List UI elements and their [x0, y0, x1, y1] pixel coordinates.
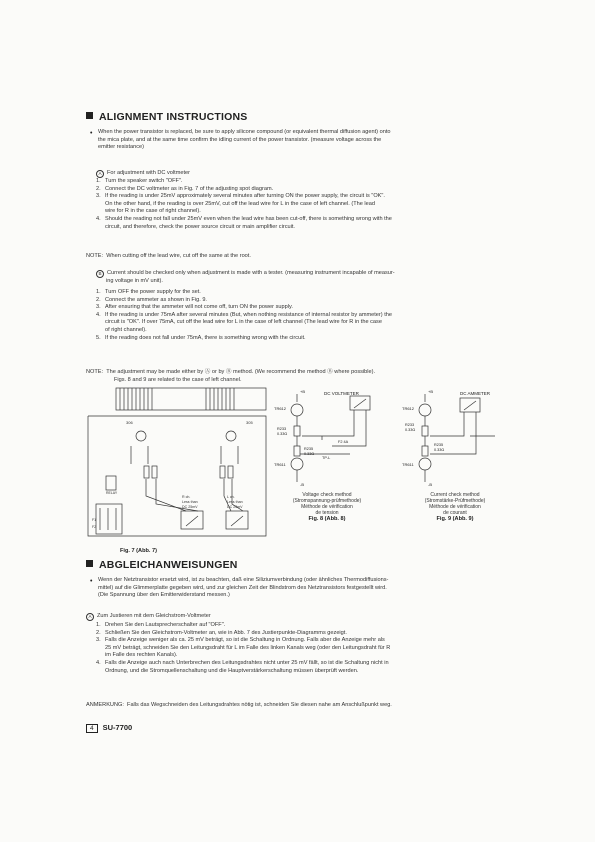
step-text: Falls die Anzeige weniger als ca. 25 mV beträgt, so ist die Schaltung in Ordnung. Falls aber die Anzeige mehr als	[105, 637, 385, 644]
f2-fuse-label: F2 4A	[338, 440, 349, 444]
circled-b-marker: B	[96, 270, 104, 278]
step-line	[96, 660, 516, 668]
step-number: 2.	[96, 296, 101, 303]
r235-value: 0.33Ω	[304, 452, 315, 456]
step-text: circuit, and therefore, check the power source circuit or main amplifier circuit.	[105, 223, 295, 230]
step-line	[96, 178, 516, 186]
step-text: of right channel).	[105, 327, 147, 333]
step-text: Ordnung, und die Stromquellenschaltung und die Hauptverstärkerschaltung müssen überprüft werden.	[105, 667, 359, 674]
step-line	[96, 297, 516, 305]
r305-label: 305	[246, 420, 253, 425]
fig9-caption	[400, 492, 510, 522]
bullet-dot-icon: •	[90, 130, 93, 137]
model-number: SU-7700	[102, 723, 133, 732]
tr612-label: TR612	[402, 406, 415, 411]
section-title-alignment	[86, 111, 247, 123]
r233-value: 0.33Ω	[405, 428, 416, 432]
intro-line: When the power transistor is replaced, be sure to apply silicone compound (or equivalent thermal diffusion agent) onto	[98, 129, 391, 135]
right-meter-label: L ch.	[227, 495, 235, 499]
step-text: Turn the speaker switch "OFF".	[105, 178, 183, 184]
step-line	[96, 637, 516, 645]
fuse-f1-label: F1	[92, 518, 97, 522]
plus-b-label: +B	[300, 389, 306, 394]
step-number: 1.	[96, 178, 101, 184]
note-text: Falls das Wegschneiden des Leitungsdrahtes nötig ist, schneiden Sie diesen nahe am Anschlußpunkt weg.	[127, 702, 392, 708]
method-a-text: For adjustment with DC voltmeter	[107, 170, 190, 176]
r233-label: R233	[405, 423, 415, 427]
dc-voltmeter-label: DC VOLTMETER	[324, 391, 359, 396]
step-text: If the reading does not fall under 75mA, there is something wrong with the circuit.	[105, 334, 306, 341]
fig8-title: Fig. 8 (Abb. 8)	[308, 516, 346, 522]
fig8-voltage-circuit	[272, 388, 382, 488]
step-number: 3.	[96, 304, 101, 311]
step-line	[96, 630, 516, 638]
step-line	[96, 201, 516, 209]
fig9-caption-line: Méthode de vérification	[429, 504, 481, 510]
step-line	[96, 319, 516, 327]
step-line	[96, 312, 516, 320]
note-label: NOTE:	[86, 369, 104, 375]
step-number: 2.	[96, 185, 101, 192]
r233-value: 0.33Ω	[277, 432, 288, 436]
step-line	[96, 224, 516, 232]
anmerkung-note	[86, 702, 392, 710]
left-meter-label: DC 25mV	[182, 505, 198, 509]
alignment-intro	[98, 129, 518, 152]
left-meter-label: R ch.	[182, 495, 191, 499]
plus-b-label: +B	[428, 389, 434, 394]
intro-line: emitter resistance)	[98, 144, 145, 151]
fig9-caption-line: Current check method	[430, 492, 480, 498]
square-bullet-icon	[86, 112, 93, 119]
step-number: 2.	[96, 629, 101, 636]
note-1	[86, 253, 251, 261]
tr611-label: TR611	[274, 462, 286, 467]
step-text: Connect the ammeter as shown in Fig. 9.	[105, 296, 207, 303]
step-line	[96, 289, 516, 297]
test-point-label: TP-L	[322, 456, 331, 460]
step-number: 4.	[96, 660, 101, 666]
step-line	[96, 645, 516, 653]
intro-line: Wenn der Netztransistor ersetzt wird, ist zu beachten, daß eine Siliziumverbindung (oder ähnliches Thermodiffusions-	[98, 577, 389, 583]
step-text: After ensuring that the ammeter will not come off, turn ON the power supply.	[105, 304, 293, 311]
circled-a-marker: A	[96, 170, 104, 178]
step-number: 1.	[96, 622, 101, 628]
section-title-text: ABGLEICHANWEISUNGEN	[99, 559, 238, 571]
step-text: If the reading is under 25mV approximately several minutes after turning ON the power supply, the circuit is "OK".	[105, 193, 385, 200]
note-label: NOTE:	[86, 253, 104, 259]
step-text: Connect the DC voltmeter as in Fig. 7 of the adjusting spot diagram.	[105, 185, 274, 192]
step-line	[96, 304, 516, 312]
note-label: ANMERKUNG:	[86, 702, 124, 708]
step-text: Drehen Sie den Lautsprecherschalter auf "OFF".	[105, 622, 226, 628]
abgleich-intro	[98, 577, 518, 600]
method-b-text: ing voltage in mV unit).	[106, 278, 163, 284]
step-number: 4.	[96, 216, 101, 222]
method-b-text: Current should be checked only when adjustment is made with a tester. (measuring instrument incapable of measur-	[107, 270, 395, 276]
step-text: im Falle des rechten Kanals).	[105, 652, 178, 659]
step-line	[96, 186, 516, 194]
tr611-label: TR611	[402, 462, 414, 467]
step-line	[96, 208, 516, 216]
square-bullet-icon	[86, 560, 93, 567]
section-title-abgleich	[86, 559, 238, 571]
relay-label: RELAY	[106, 491, 118, 495]
step-text: Schließen Sie den Gleichstrom-Voltmeter an, wie in Abb. 7 des Justierpunkte-Diagramms gezeigt.	[105, 629, 347, 636]
r235-label: R235	[434, 443, 444, 447]
intro-line: (Die Spannung über den Emitterwiderstand messen.)	[98, 592, 230, 599]
left-meter-label: Less than	[182, 500, 198, 504]
fig8-caption-line: Méthode de vérification	[301, 504, 353, 510]
fig8-caption-line: Voltage check method	[302, 492, 352, 498]
fig9-caption-line: (Stromstärke-Prüfmethode)	[424, 498, 486, 504]
fuse-f2-label: F2	[92, 525, 97, 529]
step-text: Should the reading not fall under 25mV even when the lead wire has been cut-off, there is something wrong with the	[105, 216, 392, 222]
r306-label: 306	[126, 420, 133, 425]
intro-line: the mica plate, and at the same time confirm the idling current of the power transistor. (measure voltage across the	[98, 136, 382, 143]
step-number: 5.	[96, 334, 101, 341]
section-title-text: ALIGNMENT INSTRUCTIONS	[99, 111, 248, 123]
step-text: Turn OFF the power supply for the set.	[105, 289, 201, 295]
fig8-caption	[272, 492, 382, 522]
step-line	[96, 668, 516, 676]
r233-label: R233	[277, 427, 287, 431]
fig7-caption: Fig. 7 (Abb. 7)	[120, 548, 157, 554]
dc-ammeter-label: DC AMMETER	[460, 391, 491, 396]
step-text: Falls die Anzeige auch nach Unterbrechen des Leitungsdrahtes nicht unter 25 mV fällt, so ist die Schaltung nicht in	[105, 660, 389, 666]
note-2	[86, 369, 516, 384]
page-number: 4	[86, 724, 98, 733]
step-line	[96, 216, 516, 224]
r235-label: R235	[304, 447, 314, 451]
note-text: When cutting off the lead wire, cut off the same at the root.	[106, 253, 251, 259]
step-line	[96, 327, 516, 335]
step-text: 25 mV beträgt, schneiden Sie den Leitungsdraht für L im Falle des linken Kanals weg (oder den Leitungsdraht für R	[105, 644, 391, 651]
fig9-caption-line: de courant	[443, 510, 467, 516]
fig9-current-circuit	[400, 388, 510, 488]
circled-a-marker: A	[86, 613, 94, 621]
right-meter-label: DC 25mV	[227, 505, 243, 509]
step-text: If the reading is under 75mA after several minutes (But, when nothing resistance of internal resistor by ammeter) the	[105, 311, 392, 318]
right-meter-label: Less than	[227, 500, 243, 504]
r235-value: 0.33Ω	[434, 448, 445, 452]
fig7-board-diagram	[86, 386, 271, 546]
method-a-heading-de	[86, 613, 211, 621]
intro-line: mittel) auf die Glimmerplatte gegeben wird, und zur gleichen Zeit der Blindstrom des Netztransistors festgestellt wird.	[98, 584, 387, 591]
step-line	[96, 652, 516, 660]
method-a-text: Zum Justieren mit dem Gleichstrom-Voltmeter	[97, 613, 211, 619]
note-text: Figs. 8 and 9 are related to the case of left channel.	[114, 376, 242, 383]
method-b-heading	[96, 270, 516, 286]
page-footer	[86, 717, 132, 735]
step-number: 3.	[96, 637, 101, 644]
fig8-caption-line: de tension	[315, 510, 339, 516]
step-text: circuit is "OK". If over 75mA, cut off the lead wire for L in the case of left channel (The lead wire for R in the case	[105, 319, 382, 326]
fig9-title: Fig. 9 (Abb. 9)	[436, 516, 474, 522]
step-line	[96, 193, 516, 201]
step-number: 3.	[96, 193, 101, 200]
step-line	[96, 335, 516, 343]
method-a-heading	[96, 170, 190, 178]
step-text: wire for R in the case of right channel).	[105, 208, 201, 215]
minus-b-label: -B	[428, 482, 432, 487]
minus-b-label: -B	[300, 482, 304, 487]
fig8-caption-line: (Stromspannung-prüfmethode)	[292, 498, 362, 504]
bullet-dot-icon: •	[90, 578, 93, 585]
step-line	[96, 622, 516, 630]
step-number: 1.	[96, 289, 101, 295]
note-text: The adjustment may be made either by Ⓐ or by Ⓑ method. (We recommend the method Ⓑ where possible).	[106, 369, 376, 375]
step-number: 4.	[96, 311, 101, 318]
step-text: On the other hand, if the reading is over 25mV, cut off the lead wire for L in the case of left channel. (The lead	[105, 200, 376, 207]
tr612-label: TR612	[274, 406, 287, 411]
